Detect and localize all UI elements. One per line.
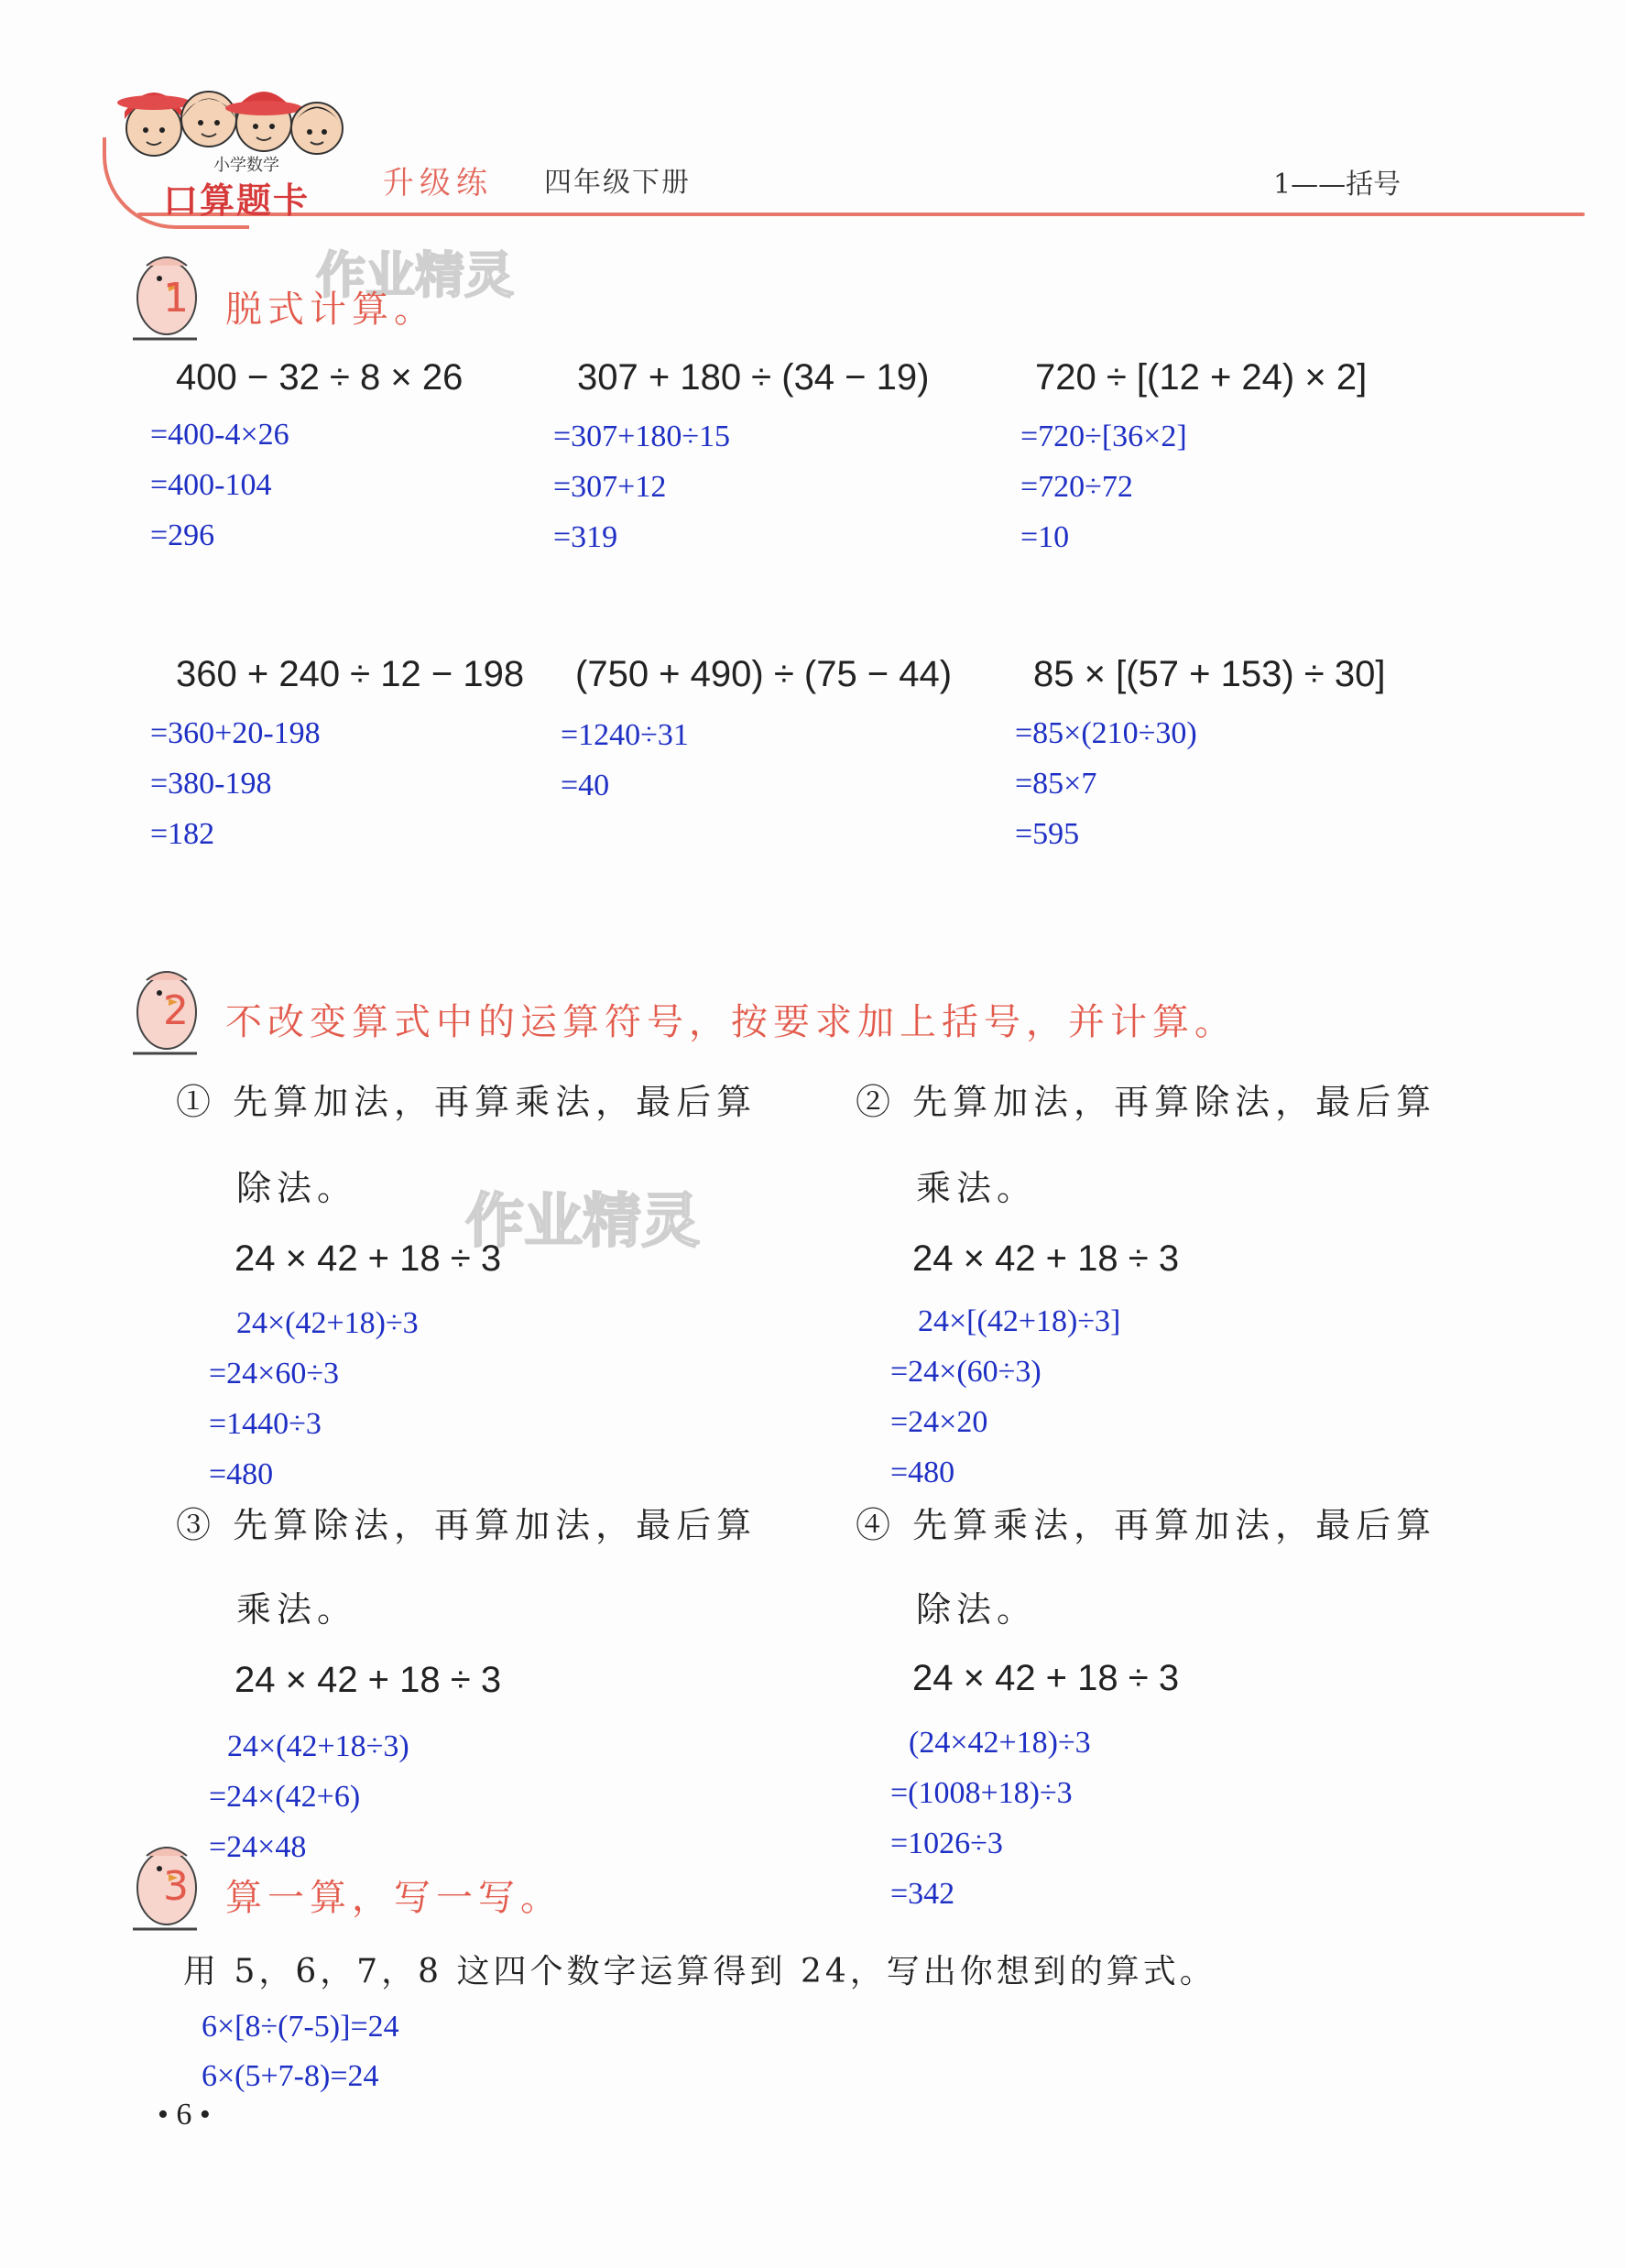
requirement-line: ④ 先算乘法，再算加法，最后算	[856, 1505, 1437, 1545]
answer-step: =85×(210÷30)	[1015, 716, 1197, 750]
answer-step: =400-104	[150, 468, 272, 502]
answer-step: 24×[(42+18)÷3]	[918, 1304, 1121, 1338]
requirement-line: 乘法。	[916, 1168, 1038, 1208]
page-number: • 6 •	[158, 2098, 211, 2132]
answer-line: 6×[8÷(7-5)]=24	[202, 2010, 399, 2044]
answer-step: 24×(42+18)÷3	[236, 1306, 419, 1340]
section-1-title: 脱式计算。	[225, 289, 436, 331]
answer-step: =1440÷3	[209, 1407, 322, 1441]
answer-step: =400-4×26	[150, 418, 289, 452]
answer-step: =24×20	[890, 1405, 988, 1439]
problem-expression: 85 × [(57 + 153) ÷ 30]	[1033, 654, 1386, 694]
logo-title: 口算题卡	[163, 180, 311, 221]
answer-step: =24×(42+6)	[209, 1780, 361, 1814]
requirement-line: ③ 先算除法，再算加法，最后算	[176, 1505, 758, 1545]
answer-step: =40	[561, 769, 610, 802]
answer-step: =360+20-198	[150, 716, 321, 750]
problem-expression: 307 + 180 ÷ (34 − 19)	[577, 357, 930, 398]
problem-expression: 360 + 240 ÷ 12 − 198	[176, 654, 525, 694]
answer-step: =307+12	[553, 470, 667, 504]
answer-step: =480	[890, 1456, 955, 1489]
logo	[108, 55, 383, 220]
answer-step: =480	[209, 1457, 274, 1491]
answer-step: =24×(60÷3)	[890, 1355, 1042, 1389]
requirement-line: 除法。	[916, 1589, 1038, 1630]
section-2-number: 2	[163, 987, 189, 1034]
answer-step: =720÷72	[1020, 470, 1133, 504]
answer-step: =1240÷31	[561, 718, 689, 752]
answer-step: =307+180÷15	[553, 420, 731, 453]
answer-step: (24×42+18)÷3	[909, 1726, 1091, 1760]
answer-step: =342	[890, 1877, 955, 1911]
problem-expression: 24 × 42 + 18 ÷ 3	[234, 1660, 502, 1700]
section-3-title: 算一算，写一写。	[225, 1877, 562, 1919]
section-2-title: 不改变算式中的运算符号，按要求加上括号，并计算。	[225, 1001, 1237, 1043]
problem-expression: 400 − 32 ÷ 8 × 26	[176, 357, 464, 398]
answer-step: =319	[553, 520, 618, 554]
problem-expression: 24 × 42 + 18 ÷ 3	[912, 1658, 1180, 1698]
problem-expression: 720 ÷ [(12 + 24) × 2]	[1035, 357, 1368, 398]
clipped-step	[202, 1826, 357, 1864]
requirement-line: 乘法。	[236, 1589, 358, 1630]
answer-step: =595	[1015, 817, 1080, 851]
section-3-number: 3	[163, 1863, 189, 1910]
watermark: 作业精灵	[316, 246, 514, 304]
answer-step: =(1008+18)÷3	[890, 1776, 1073, 1810]
problem-expression: 24 × 42 + 18 ÷ 3	[912, 1238, 1180, 1279]
answer-line: 6×(5+7-8)=24	[202, 2059, 379, 2093]
answer-step: 24×(42+18÷3)	[227, 1729, 409, 1763]
requirement-line: ② 先算加法，再算除法，最后算	[856, 1082, 1437, 1122]
series-label: 升级练	[383, 165, 493, 202]
requirement-line: ① 先算加法，再算乘法，最后算	[176, 1082, 758, 1122]
answer-step: =182	[150, 817, 215, 851]
logo-subtitle: 小学数学	[213, 156, 279, 175]
answer-step: =296	[150, 518, 215, 552]
grade-label: 四年级下册	[544, 167, 691, 199]
problem-expression: (750 + 490) ÷ (75 − 44)	[575, 654, 953, 694]
section-1-number: 1	[163, 275, 189, 322]
answer-step: =85×7	[1015, 767, 1097, 801]
unit-label: 1——括号	[1273, 169, 1401, 201]
answer-step: =10	[1020, 520, 1070, 554]
answer-step: =24×60÷3	[209, 1357, 340, 1390]
answer-step: =720÷[36×2]	[1020, 420, 1187, 453]
task-text: 用 5，6，7，8 这四个数字运算得到 24，写出你想到的算式。	[183, 1953, 1216, 1990]
requirement-line: 除法。	[236, 1168, 358, 1208]
answer-step: =380-198	[150, 767, 272, 801]
answer-step: =24×48	[209, 1830, 307, 1864]
problem-expression: 24 × 42 + 18 ÷ 3	[234, 1238, 502, 1279]
answer-step: =1026÷3	[890, 1826, 1003, 1860]
watermark: 作业精灵	[465, 1188, 700, 1256]
